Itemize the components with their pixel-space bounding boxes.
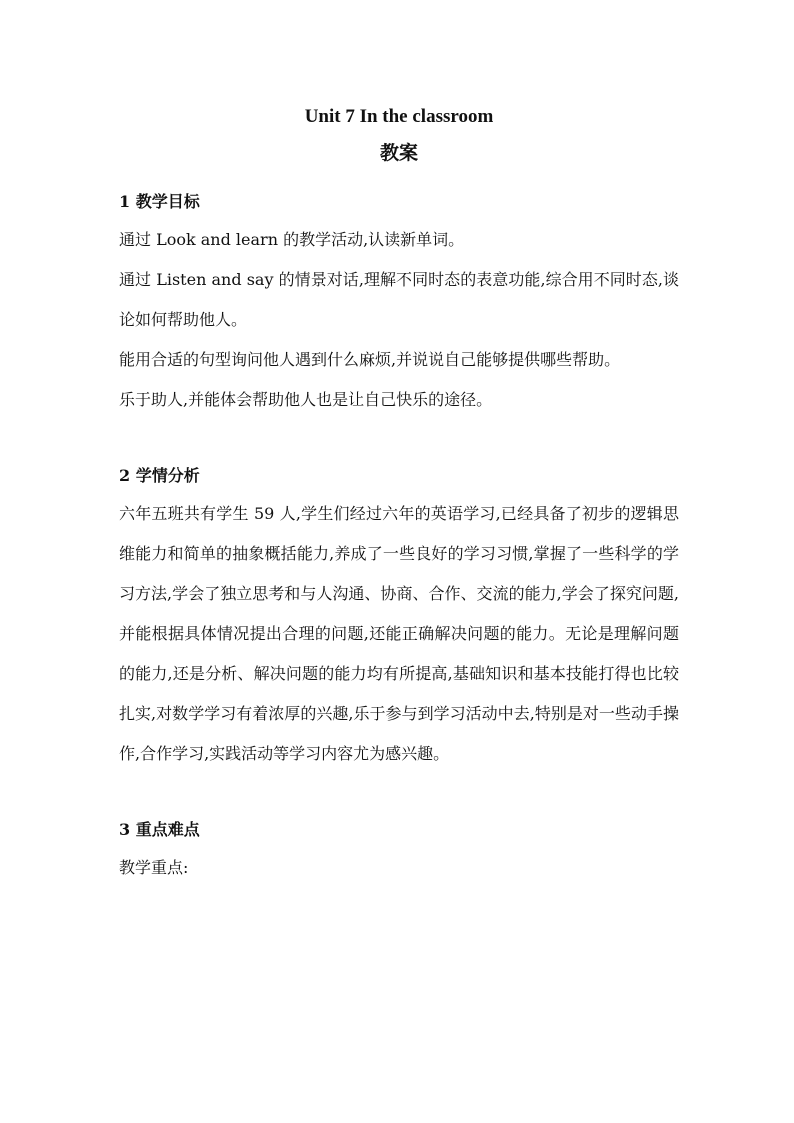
section-heading: 2 学情分析 xyxy=(119,466,200,485)
section-spacer xyxy=(119,774,679,812)
section-teaching-objectives xyxy=(119,184,679,420)
paragraph: 通过 Listen and say 的情景对话,理解不同时态的表意功能,综合用不同时态,谈论如何帮助他人。 xyxy=(119,270,679,329)
document-title: Unit 7 In the classroom xyxy=(304,106,494,127)
paragraph: 教学重点: xyxy=(119,858,189,877)
paragraph: 乐于助人,并能体会帮助他人也是让自己快乐的途径。 xyxy=(119,390,493,409)
paragraph: 通过 Look and learn 的教学活动,认读新单词。 xyxy=(119,230,465,249)
section-heading: 1 教学目标 xyxy=(119,192,200,211)
section-heading: 3 重点难点 xyxy=(119,820,200,839)
section-student-analysis xyxy=(119,458,679,774)
paragraph: 六年五班共有学生 59 人,学生们经过六年的英语学习,已经具备了初步的逻辑思维能力和简单的抽象概括能力,养成了一些良好的学习习惯,掌握了一些科学的学习方法,学会了独立思考和与人沟通、协商、合作、交流的能力,学会了探究问题,并能根据具体情况提出合理的问题,还能正确解决问题的能力。无论是理解问题的能力,还是分析、解决问题的能力均有所提高,基础知识和基本技能打得也比较扎实,对数学学习有着浓厚的兴趣,乐于参与到学习活动中去,特别是对一些动手操作,合作学习,实践活动等学习内容尤为感兴趣。 xyxy=(119,504,679,763)
document-content xyxy=(119,100,679,888)
paragraph: 能用合适的句型询问他人遇到什么麻烦,并说说自己能够提供哪些帮助。 xyxy=(119,350,621,369)
document-subtitle: 教案 xyxy=(379,142,418,164)
section-key-difficulties xyxy=(119,812,679,888)
section-spacer xyxy=(119,420,679,458)
